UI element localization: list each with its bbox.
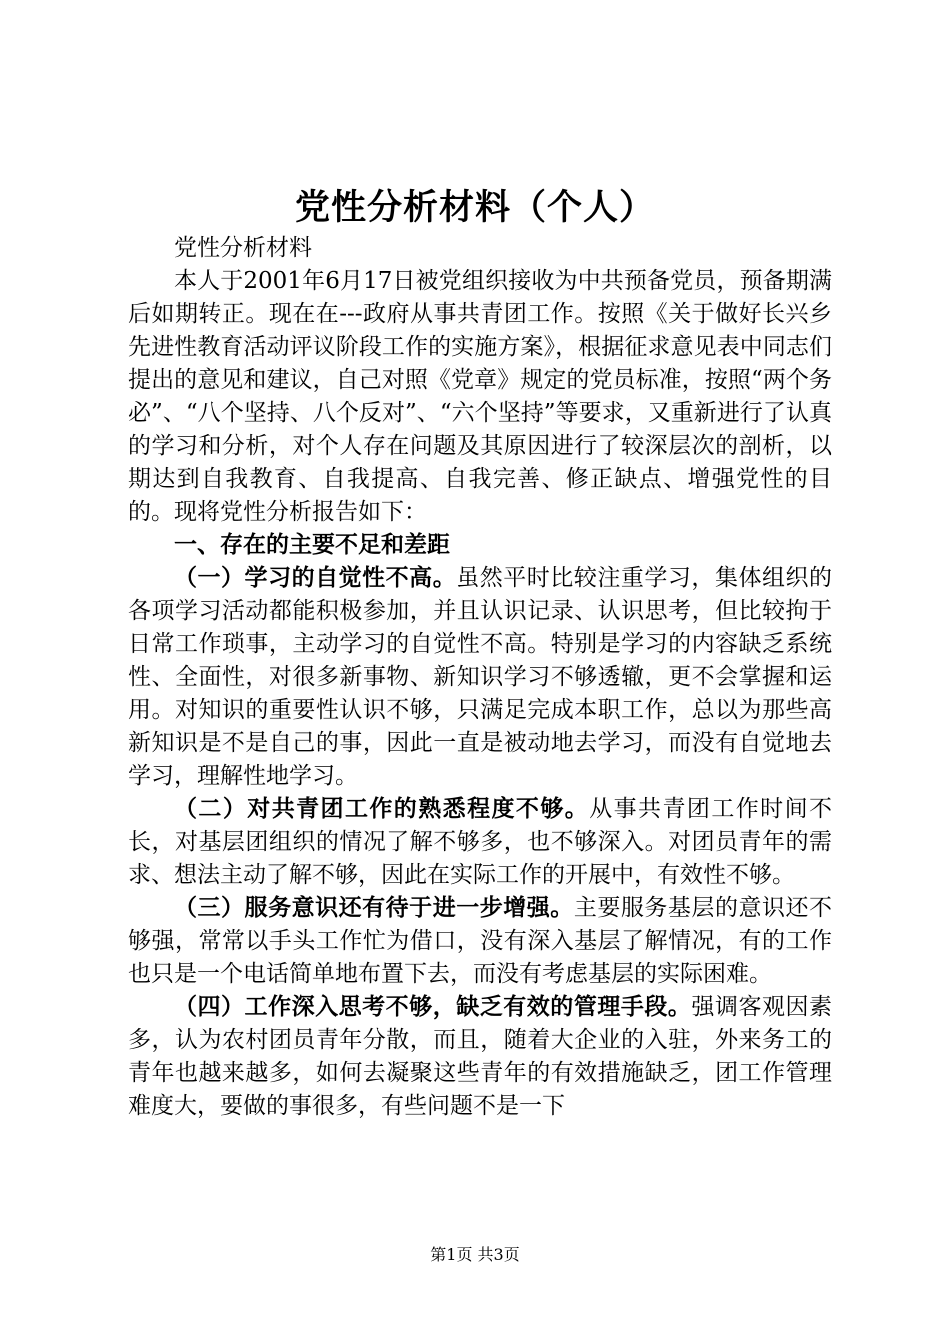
- section-heading: 一、存在的主要不足和差距: [174, 532, 450, 558]
- item-lead-2: （二）对共青团工作的熟悉程度不够。: [174, 796, 590, 822]
- item-paragraph-1: [128, 562, 832, 793]
- item-text-4: 强调客观因素多，认为农村团员青年分散，而且，随着大企业的入驻，外来务工的青年也越来越多，如何去凝聚这些青年的有效措施缺乏，团工作管理难度大，要做的事很多，有些问题不是一下: [128, 994, 833, 1119]
- item-paragraph-2: [128, 793, 832, 892]
- item-lead-4: （四）工作深入思考不够，缺乏有效的管理手段。: [174, 994, 692, 1020]
- subtitle-paragraph: 党性分析材料: [174, 235, 312, 261]
- item-text-1: 虽然平时比较注重学习，集体组织的各项学习活动都能积极参加，并且认识记录、认识思考，但比较拘于日常工作琐事，主动学习的自觉性不高。特别是学习的内容缺乏系统性、全面性，对很多新事物、新知识学习不够透辙，更不会掌握和运用。对知识的重要性认识不够，只满足完成本职工作，总以为那些高新知识是不是自己的事，因此一直是被动地去学习，而没有自觉地去学习，理解性地学习。: [128, 565, 833, 789]
- item-text-2: 从事共青团工作时间不长，对基层团组织的情况了解不够多，也不够深入。对团员青年的需求、想法主动了解不够，因此在实际工作的开展中，有效性不够。: [128, 796, 833, 888]
- document-title: 党性分析材料（个人）: [294, 188, 655, 228]
- page-footer: 第1页 共3页: [430, 1245, 520, 1264]
- item-text-3: 主要服务基层的意识还不够强，常常以手头工作忙为借口，没有深入基层了解情况，有的工作也只是一个电话简单地布置下去，而没有考虑基层的实际困难。: [128, 895, 833, 987]
- item-lead-1: （一）学习的自觉性不高。: [174, 565, 457, 591]
- item-paragraph-4: [128, 991, 832, 1123]
- item-paragraph-3: [128, 892, 832, 991]
- document-body: [128, 232, 832, 1123]
- item-lead-3: （三）服务意识还有待于进一步增强。: [174, 895, 574, 921]
- intro-paragraph: 本人于2001年6月17日被党组织接收为中共预备党员，预备期满后如期转正。现在在---政府从事共青团工作。按照《关于做好长兴乡先进性教育活动评议阶段工作的实施方案》，根据征求意见表中同志们提出的意见和建议，自己对照《党章》规定的党员标准，按照“两个务必”、“八个坚持、八个反对”、“六个坚持”等要求，又重新进行了认真的学习和分析，对个人存在问题及其原因进行了较深层次的剖析，以期达到自我教育、自我提高、自我完善、修正缺点、增强党性的目的。现将党性分析报告如下：: [128, 268, 832, 525]
